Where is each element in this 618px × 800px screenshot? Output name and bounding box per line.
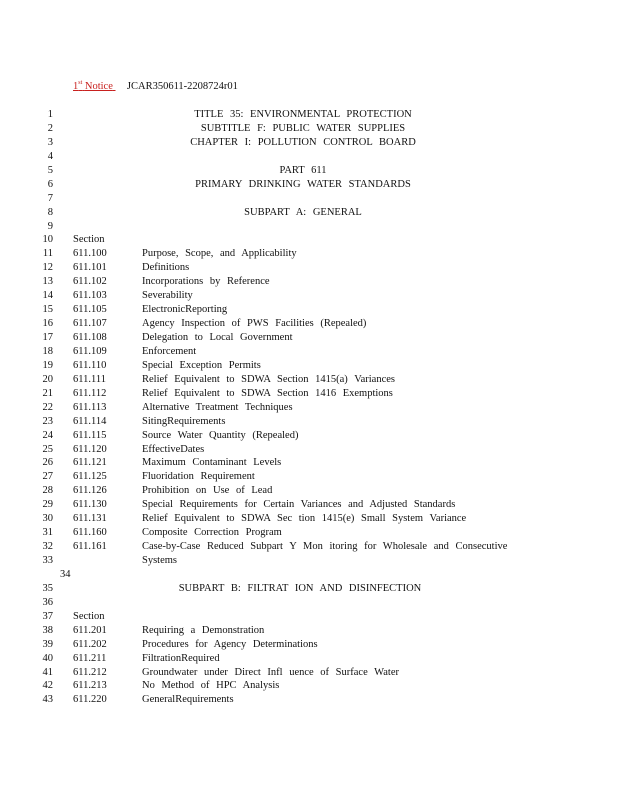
document-line: [0, 331, 618, 345]
document-line: [0, 666, 618, 680]
document-line: [0, 150, 618, 164]
document-line: [0, 275, 618, 289]
section-title: SitingRequirements: [142, 415, 226, 427]
line-number: 31: [42, 527, 53, 539]
section-label: Section: [73, 610, 105, 622]
document-line: [0, 247, 618, 261]
line-number: 4: [47, 150, 53, 162]
heading-line: SUBTITLE F: PUBLIC WATER SUPPLIES: [200, 122, 406, 134]
section-number: 611.213: [73, 680, 107, 692]
section-title: Agency Inspection of PWS Facilities (Repealed): [142, 318, 367, 330]
line-number: 34: [60, 568, 71, 580]
document-line: [0, 220, 618, 234]
line-number: 43: [42, 694, 53, 706]
section-title: Composite Correction Program: [142, 527, 282, 539]
section-title: Fluoridation Requirement: [142, 471, 255, 483]
section-title: Maximum Contaminant Levels: [142, 457, 282, 469]
line-number: 8: [47, 206, 53, 218]
section-title: Severability: [142, 290, 193, 302]
heading-line: SUBPART B: FILTRAT ION AND DISINFECTION: [178, 582, 422, 594]
heading-line: PRIMARY DRINKING WATER STANDARDS: [195, 178, 411, 190]
section-title: Relief Equivalent to SDWA Section 1416 Exemptions: [142, 387, 393, 399]
document-line: [0, 596, 618, 610]
document-line: [0, 303, 618, 317]
document-line: [0, 693, 618, 707]
section-title: Special Requirements for Certain Variances and Adjusted Standards: [142, 499, 456, 511]
line-number: 30: [42, 513, 53, 525]
document-line: [0, 554, 618, 568]
section-number: 611.202: [73, 638, 107, 650]
section-title: Requiring a Demonstration: [142, 624, 265, 636]
line-number: 10: [42, 234, 53, 246]
section-number: 611.130: [73, 499, 107, 511]
document-line: [0, 638, 618, 652]
section-number: 611.211: [73, 652, 107, 664]
document-line: [0, 540, 618, 554]
document-line: [0, 136, 618, 150]
line-number: 5: [47, 164, 53, 176]
section-title: Groundwater under Direct Infl uence of Surface Water: [142, 666, 399, 678]
document-line: [0, 429, 618, 443]
section-title: Systems: [142, 555, 178, 566]
section-number: 611.131: [73, 513, 107, 525]
section-number: 611.161: [73, 541, 107, 553]
section-title: ElectronicReporting: [142, 304, 228, 316]
section-label: Section: [73, 234, 105, 246]
line-number: 7: [47, 192, 53, 204]
document-line: [0, 679, 618, 693]
line-number: 2: [47, 122, 53, 134]
line-number: 28: [42, 485, 53, 497]
line-number: 36: [42, 596, 53, 608]
document-line: [0, 373, 618, 387]
document-line: [0, 359, 618, 373]
section-number: 611.111: [73, 373, 106, 385]
line-number: 26: [42, 457, 53, 469]
line-number: 20: [42, 373, 53, 385]
line-number: 41: [42, 666, 53, 678]
document-line: [0, 498, 618, 512]
document-line: [0, 164, 618, 178]
section-title: Source Water Quantity (Repealed): [142, 429, 299, 441]
section-title: Relief Equivalent to SDWA Sec tion 1415(e) Small System Variance: [142, 513, 467, 525]
section-title: FiltrationRequired: [142, 652, 220, 664]
line-number: 23: [42, 415, 53, 427]
section-number: 611.103: [73, 290, 107, 302]
line-number: 18: [42, 345, 53, 357]
section-number: 611.102: [73, 276, 107, 288]
section-number: 611.113: [73, 401, 107, 413]
section-title: Special Exception Permits: [142, 359, 261, 371]
section-number: 611.201: [73, 624, 107, 636]
heading-line: TITLE 35: ENVIRONMENTAL PROTECTION: [194, 109, 412, 120]
section-title: Procedures for Agency Determinations: [142, 638, 318, 650]
section-title: GeneralRequirements: [142, 694, 234, 706]
section-title: EffectiveDates: [142, 443, 205, 455]
document-line: [0, 484, 618, 498]
section-number: 611.125: [73, 471, 107, 483]
document-line: [0, 345, 618, 359]
section-number: 611.114: [73, 415, 107, 427]
line-number: 11: [42, 248, 53, 260]
section-title: Relief Equivalent to SDWA Section 1415(a) Variances: [142, 373, 396, 385]
document-line: [0, 652, 618, 666]
document-line: [0, 456, 618, 470]
line-number: 13: [42, 276, 53, 288]
document-line: [0, 568, 618, 582]
line-number: 21: [42, 387, 53, 399]
document-line: [0, 610, 618, 624]
line-number: 37: [42, 610, 53, 622]
section-number: 611.107: [73, 318, 107, 330]
line-number: 39: [42, 638, 53, 650]
line-number: 12: [42, 262, 53, 274]
line-number: 14: [42, 290, 53, 302]
notice-header: [73, 76, 238, 90]
line-number: 29: [42, 499, 53, 511]
line-number: 6: [47, 178, 53, 190]
section-number: 611.212: [73, 666, 107, 678]
line-number: 1: [47, 109, 53, 120]
notice-id: JCAR350611-2208724r01: [126, 81, 238, 92]
document-line: [0, 108, 618, 122]
section-number: 611.101: [73, 262, 107, 274]
document-line: [0, 178, 618, 192]
section-number: 611.112: [73, 387, 107, 399]
document-line: [0, 443, 618, 457]
document-line: [0, 261, 618, 275]
section-title: Case-by-Case Reduced Subpart Y Mon itoring for Wholesale and Consecutive: [142, 541, 508, 553]
heading-line: CHAPTER I: POLLUTION CONTROL BOARD: [190, 136, 416, 148]
section-title: Prohibition on Use of Lead: [142, 485, 273, 497]
line-number: 42: [42, 680, 53, 692]
line-number: 19: [42, 359, 53, 371]
document-line: [0, 387, 618, 401]
line-number: 17: [42, 332, 53, 343]
line-number: 38: [42, 624, 53, 636]
section-number: 611.115: [73, 429, 107, 441]
document-line: [0, 317, 618, 331]
document-line: [0, 206, 618, 220]
line-number: 33: [42, 555, 53, 566]
document-line: [0, 582, 618, 596]
document-line: [0, 512, 618, 526]
section-number: 611.110: [73, 359, 107, 371]
notice-label: 1st Notice: [73, 80, 113, 92]
section-title: Definitions: [142, 262, 190, 274]
section-title: Delegation to Local Government: [142, 332, 293, 343]
document-line: [0, 624, 618, 638]
section-number: 611.109: [73, 345, 107, 357]
document-line: [0, 401, 618, 415]
line-number: 25: [42, 443, 53, 455]
section-number: 611.160: [73, 527, 107, 539]
line-number: 15: [42, 304, 53, 316]
section-number: 611.120: [73, 443, 107, 455]
line-number: 3: [47, 136, 53, 148]
line-number: 22: [42, 401, 53, 413]
section-number: 611.105: [73, 304, 107, 316]
document-line: [0, 526, 618, 540]
document-line: [0, 470, 618, 484]
section-number: 611.121: [73, 457, 107, 469]
document-line: [0, 289, 618, 303]
section-title: Enforcement: [142, 345, 197, 357]
line-number: 24: [42, 429, 53, 441]
document-body: [0, 108, 618, 707]
line-number: 27: [42, 471, 53, 483]
line-number: 9: [47, 220, 53, 232]
section-number: 611.100: [73, 248, 107, 260]
section-number: 611.220: [73, 694, 107, 706]
document-line: [0, 415, 618, 429]
heading-line: PART 611: [279, 164, 327, 176]
section-title: No Method of HPC Analysis: [142, 680, 280, 692]
document-line: [0, 233, 618, 247]
document-line: [0, 192, 618, 206]
section-title: Alternative Treatment Techniques: [142, 401, 293, 413]
section-number: 611.126: [73, 485, 107, 497]
section-number: 611.108: [73, 332, 107, 343]
line-number: 16: [42, 318, 53, 330]
heading-line: SUBPART A: GENERAL: [244, 206, 362, 218]
line-number: 35: [42, 582, 53, 594]
section-title: Incorporations by Reference: [142, 276, 270, 288]
document-line: [0, 122, 618, 136]
line-number: 32: [42, 541, 53, 553]
section-title: Purpose, Scope, and Applicability: [142, 248, 297, 260]
line-number: 40: [42, 652, 53, 664]
